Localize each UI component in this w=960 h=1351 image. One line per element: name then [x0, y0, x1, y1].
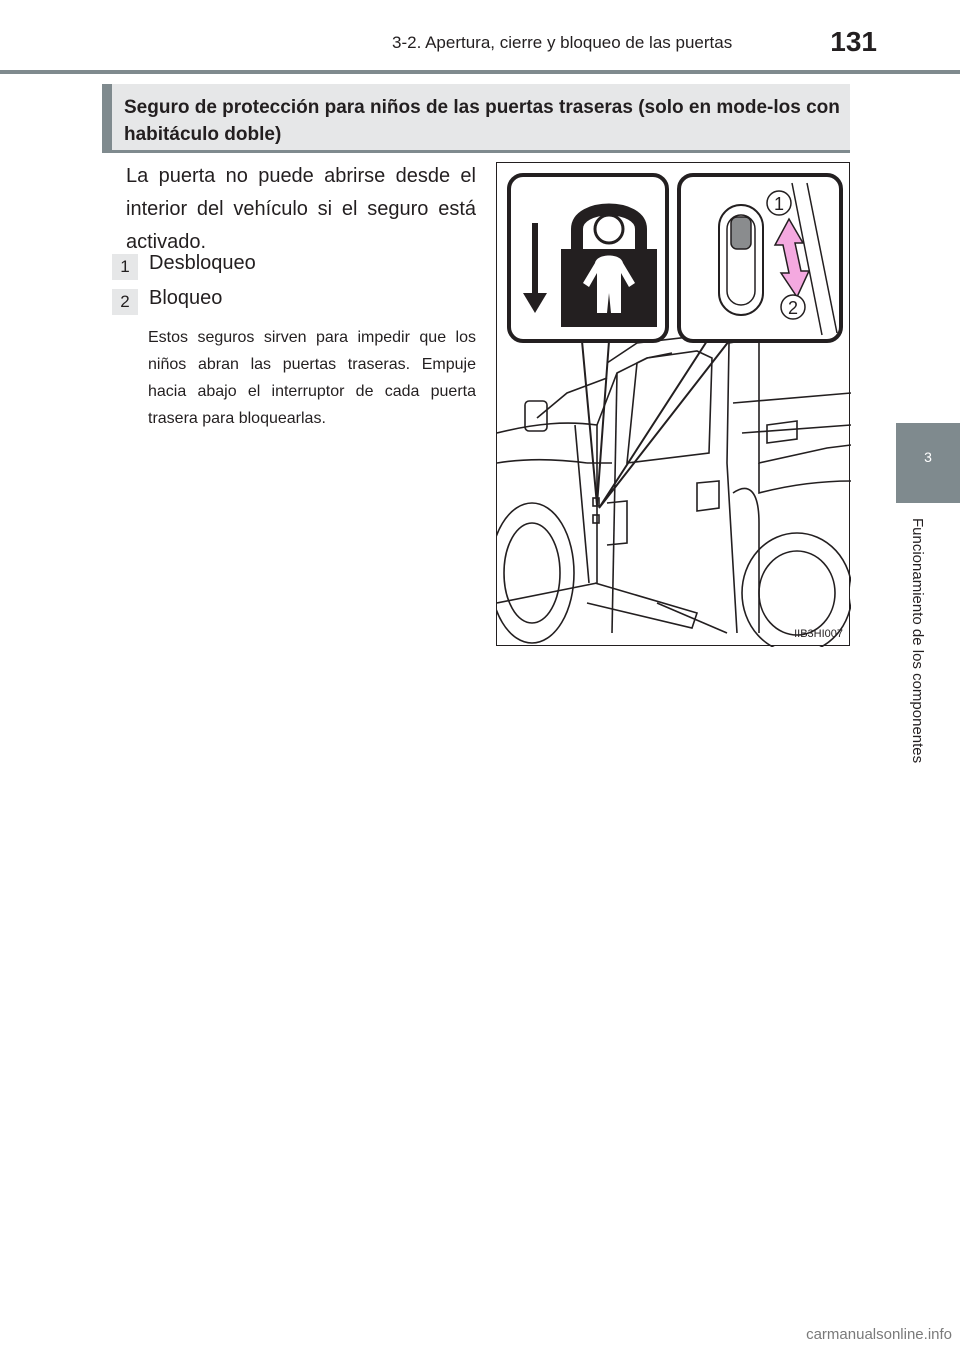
- vehicle-drawing: [497, 335, 851, 647]
- note-paragraph: Estos seguros sirven para impedir que los niños abran las puertas traseras. Empuje hacia abajo el interruptor de cada puerta trasera para bloquearlas.: [148, 329, 476, 427]
- list-label: Desbloqueo: [149, 252, 256, 274]
- callout-number-1: [767, 191, 791, 215]
- section-heading-bar: [102, 84, 112, 150]
- header-rule: [0, 70, 960, 74]
- callout-number-2: [781, 295, 805, 319]
- lock-switch-icon: [719, 205, 763, 315]
- footer-watermark: carmanualsonline.info: [806, 1326, 952, 1343]
- list-number: 2: [112, 289, 138, 315]
- callout-leaders: [582, 341, 729, 508]
- child-lock-illustration: [496, 162, 850, 646]
- page-number: 131: [830, 26, 877, 57]
- callout-1-label: 1: [773, 194, 785, 214]
- chapter-label-container: [904, 518, 926, 788]
- chapter-tab: [896, 423, 960, 503]
- section-heading-text: Seguro de protección para niños de las puertas traseras (solo en mode-los con habitáculo doble): [124, 97, 840, 145]
- intro-paragraph: La puerta no puede abrirse desde el interior del vehículo si el seguro está activado.: [126, 165, 476, 253]
- illustration-svg: [497, 163, 851, 647]
- callout-2-label: 2: [787, 298, 799, 318]
- list-label: Bloqueo: [149, 287, 223, 309]
- list-number: 1: [112, 254, 138, 280]
- chapter-label: Funcionamiento de los componentes: [909, 518, 926, 764]
- running-header-title: 3-2. Apertura, cierre y bloqueo de las puertas: [392, 33, 733, 52]
- section-heading-rule: [102, 150, 850, 153]
- section-heading: [102, 84, 850, 150]
- chapter-number: 3: [924, 449, 932, 465]
- figure-code: IIB3HI007: [794, 628, 843, 640]
